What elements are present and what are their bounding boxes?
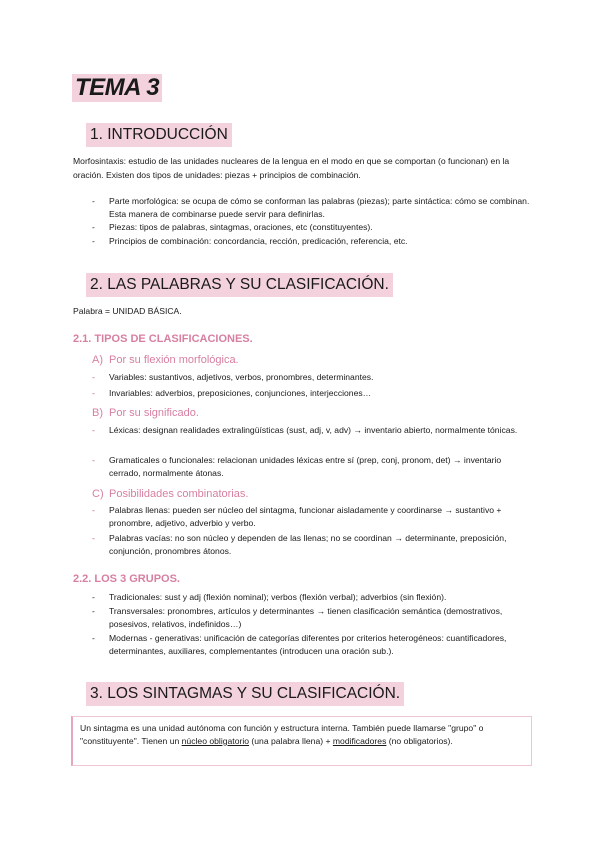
underlined-term: núcleo obligatorio bbox=[181, 735, 250, 746]
subsection-2-1-heading: 2.1. TIPOS DE CLASIFICACIONES. bbox=[73, 333, 253, 345]
list-item: - Piezas: tipos de palabras, sintagmas, oraciones, etc (constituyentes). bbox=[92, 222, 373, 232]
definition-box bbox=[71, 716, 532, 766]
list-item: - Palabras llenas: pueden ser núcleo del sintagma, funcionar aisladamente y coordinarse → sustantivo + pronombre, adjetivo, adverbio y verbo. bbox=[92, 505, 502, 528]
section-1-heading: 1. INTRODUCCIÓN bbox=[86, 123, 232, 147]
section-1-paragraph: Morfosintaxis: estudio de las unidades nucleares de la lengua en el modo en que se comportan (o funcionan) en la oración. Existen dos tipos de unidades: piezas + principios de combinación. bbox=[73, 156, 510, 180]
classification-b-heading: B) Por su significado. bbox=[92, 407, 199, 419]
underlined-term: modificadores bbox=[332, 735, 387, 746]
classification-a-heading: A) Por su flexión morfológica. bbox=[92, 354, 239, 366]
list-item: - Invariables: adverbios, preposiciones, conjunciones, interjecciones… bbox=[92, 388, 372, 398]
subsection-2-2-heading: 2.2. LOS 3 GRUPOS. bbox=[73, 573, 180, 585]
list-item: - Tradicionales: sust y adj (flexión nominal); verbos (flexión verbal); adverbios (sin flexión). bbox=[92, 592, 447, 602]
list-item: - Principios de combinación: concordancia, rección, predicación, referencia, etc. bbox=[92, 236, 408, 246]
list-item: - Léxicas: designan realidades extralingüísticas (sust, adj, v, adv) → inventario abierto, normalmente tónicas. bbox=[92, 425, 518, 435]
list-item: - Gramaticales o funcionales: relacionan unidades léxicas entre sí (prep, conj, pronom, det) → inventario cerrado, normalmente átonas. bbox=[92, 455, 502, 478]
classification-c-heading: C) Posibilidades combinatorias. bbox=[92, 488, 249, 500]
section-2-heading: 2. LAS PALABRAS Y SU CLASIFICACIÓN. bbox=[86, 273, 393, 297]
list-item: - Parte morfológica: se ocupa de cómo se conforman las palabras (piezas); parte sintáctica: cómo se combinan. Esta manera de combinarse puede servir para definirlas. bbox=[92, 196, 530, 219]
list-item: - Modernas - generativas: unificación de categorías diferentes por criterios heterogéneos: cuantificadores, determinantes, auxiliares, complementantes (introducen una oración sub.). bbox=[92, 633, 507, 656]
list-item: - Palabras vacías: no son núcleo y dependen de las llenas; no se coordinan → determinante, preposición, conjunción, pronombres átonos. bbox=[92, 533, 507, 556]
list-item: - Variables: sustantivos, adjetivos, verbos, pronombres, determinantes. bbox=[92, 372, 374, 382]
section-2-intro: Palabra = UNIDAD BÁSICA. bbox=[73, 306, 182, 316]
section-3-heading: 3. LOS SINTAGMAS Y SU CLASIFICACIÓN. bbox=[86, 682, 404, 706]
document-title: TEMA 3 bbox=[72, 74, 162, 102]
list-item: - Transversales: pronombres, artículos y determinantes → tienen clasificación semántica (demostrativos, posesivos, relativos, indefinidos…) bbox=[92, 606, 503, 629]
definition-text: Un sintagma es una unidad autónoma con función y estructura interna. También puede llamarse "grupo" o "constituyente". Tienen un núcleo obligatorio (una palabra llena) + modificadores (no obligatorios). bbox=[80, 723, 484, 746]
